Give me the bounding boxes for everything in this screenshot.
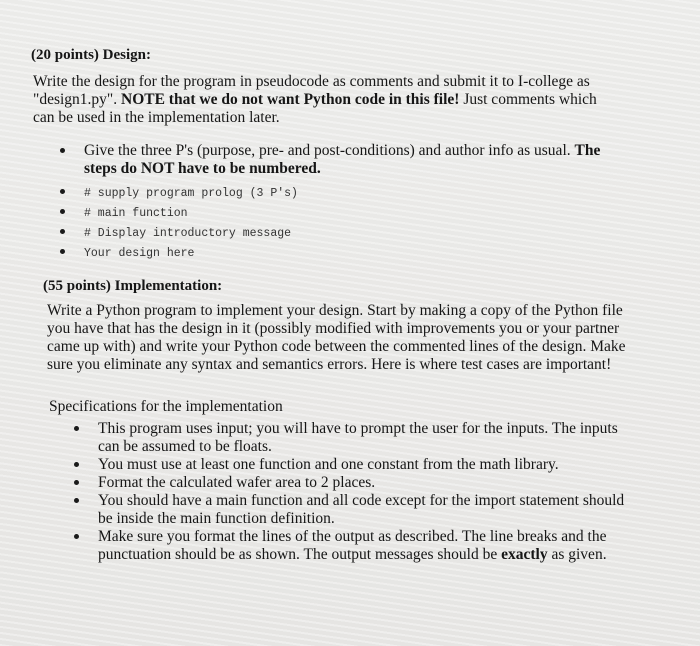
implementation-heading: (55 points) Implementation: — [43, 278, 223, 294]
bullet-bold: The steps do NOT have to be numbered. — [84, 142, 601, 177]
list-item — [72, 492, 634, 528]
design-bullets — [58, 142, 630, 263]
bullet-icon — [60, 209, 65, 214]
bullet-icon — [74, 426, 79, 431]
list-item — [58, 243, 630, 263]
specifications-heading: Specifications for the implementation — [49, 398, 283, 415]
list-item — [58, 183, 630, 203]
design-heading: (20 points) Design: — [31, 47, 152, 63]
specifications-list — [72, 420, 634, 564]
list-item — [72, 474, 634, 492]
design-intro-note: NOTE that we do not want Python code in this file! — [121, 91, 460, 108]
design-intro — [33, 73, 618, 127]
list-item — [72, 528, 634, 564]
code-line: # supply program prolog (3 P's) — [84, 187, 298, 200]
bullet-icon — [74, 462, 79, 467]
bullet-icon — [60, 229, 65, 234]
spec-text: Make sure you format the lines of the output as described. The line breaks and the punctuation should be as shown. The output messages should be — [98, 528, 607, 563]
list-item — [58, 203, 630, 223]
code-line: Your design here — [84, 247, 195, 260]
code-line: # Display introductory message — [84, 227, 292, 240]
list-item — [58, 223, 630, 243]
list-item — [72, 456, 634, 474]
list-item — [72, 420, 634, 456]
spec-text: Format the calculated wafer area to 2 places. — [98, 474, 376, 491]
bullet-text: Give the three P's (purpose, pre- and post-conditions) and author info as usual. — [84, 142, 575, 159]
spec-text-end: as given. — [547, 546, 607, 563]
design-intro-text: Write the design for the program in pseudocode as comments and submit it to I-college as "design1.py". — [33, 73, 590, 108]
spec-text: You should have a main function and all code except for the import statement should be inside the main function definition. — [98, 492, 625, 527]
bullet-icon — [60, 148, 65, 153]
list-item — [58, 142, 630, 178]
design-intro-text-end: Just comments which can be used in the implementation later. — [33, 91, 597, 126]
bullet-icon — [74, 480, 79, 485]
bullet-icon — [74, 534, 79, 539]
bullet-icon — [74, 498, 79, 503]
spec-text: This program uses input; you will have to prompt the user for the inputs. The inputs can be assumed to be floats. — [98, 420, 618, 455]
code-line: # main function — [84, 207, 188, 220]
bullet-icon — [60, 189, 65, 194]
spec-text: You must use at least one function and one constant from the math library. — [98, 456, 559, 473]
spec-bold: exactly — [501, 546, 548, 563]
bullet-icon — [60, 249, 65, 254]
implementation-paragraph: Write a Python program to implement your design. Start by making a copy of the Python file you have that has the design in it (possibly modified with improvements you or your partner came up with) and write your Python code between the commented lines of the design. Make sure you eliminate any syntax and semantics errors. Here is where test cases are important! — [47, 302, 626, 373]
